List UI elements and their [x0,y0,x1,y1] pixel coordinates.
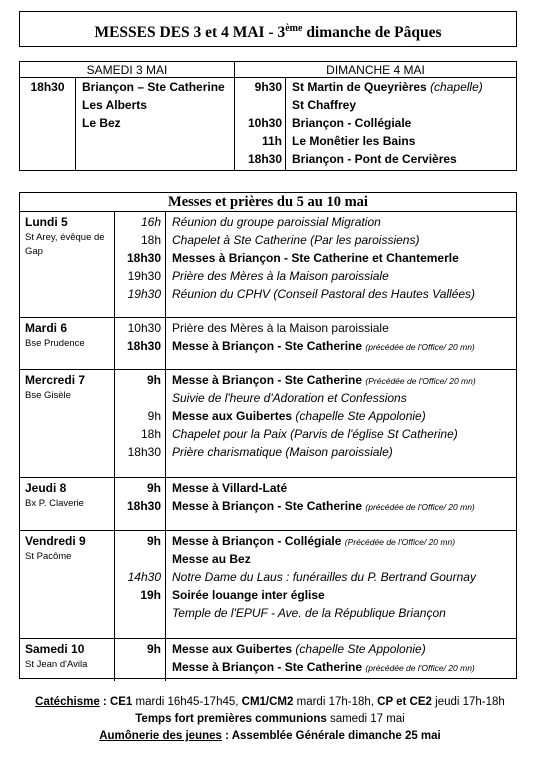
sun-place-row [292,78,516,96]
day-saint: St Jean d'Avila [25,659,88,670]
title-box [19,11,517,47]
event-row [172,319,516,337]
event-note: (Précédée de l'Office/ 20 mn) [365,376,476,386]
event-time: 18h [140,427,161,441]
sun-time: 10h30 [247,116,282,130]
day-name: Samedi 10 [25,642,85,656]
event-row [172,267,516,285]
event-text: Chapelet à Ste Catherine (Par les paroissiens) [172,233,420,247]
event-row [172,550,516,568]
event-text: Messe à Briançon - Ste Catherine [172,373,363,387]
time-column [115,639,166,681]
event-time: 9h [147,409,161,423]
sun-place: Briançon - Pont de Cervières [292,152,457,166]
event-text: Messe à Briançon - Ste Catherine [172,660,363,674]
event-time [115,604,161,622]
days-list [20,212,516,681]
event-text: Messe aux Guibertes [172,409,293,423]
event-time: 18h30 [126,251,161,265]
event-row [172,532,516,550]
day-label-cell [20,478,115,530]
event-note: (précédée de l'Office/ 20 mn) [365,663,475,673]
sun-places [292,78,516,168]
time-column [115,531,166,638]
day-label-cell [20,639,115,681]
event-time: 19h [140,588,161,602]
sat-place: Briançon – Ste Catherine [82,80,225,94]
day-block [20,318,516,370]
event-time: 14h30 [127,570,161,584]
footer [0,694,540,745]
event-row [172,389,516,407]
day-name: Jeudi 8 [25,481,67,495]
sat-place: Les Alberts [82,98,147,112]
event-row [172,497,516,515]
day-block [20,531,516,639]
event-time: 16h [140,215,161,229]
sat-place: Le Bez [82,116,121,130]
event-row [172,568,516,586]
day-saint: Bse Prudence [25,338,85,349]
sun-time [236,96,282,114]
event-time [115,658,161,676]
day-name: Lundi 5 [25,215,68,229]
event-note: (chapelle Ste Appolonie) [295,409,426,423]
day-block [20,212,516,318]
event-time [115,550,161,568]
event-row [172,249,516,267]
event-column [172,640,516,676]
event-row [172,479,516,497]
event-time: 19h30 [127,269,161,283]
event-row [172,640,516,658]
event-note: (Précédée de l'Office/ 20 mn) [344,537,456,547]
sat-places [82,78,232,132]
event-column [172,213,516,303]
event-text: Chapelet pour la Paix (Parvis de l'église St Catherine) [172,427,458,441]
event-text: Messes à Briançon - Ste Catherine et Chantemerle [172,251,459,265]
sun-place: St Martin de Queyrières [292,80,427,94]
day-label-cell [20,370,115,477]
day-name: Mardi 6 [25,321,68,335]
event-time: 9h [146,481,161,495]
sun-place: Briançon - Collégiale [292,116,412,130]
time-column [115,212,166,317]
event-text: Messe à Villard-Laté [172,481,288,495]
day-block [20,639,516,681]
event-time: 10h30 [127,321,161,335]
event-text: Prière des Mères à la Maison paroissiale [172,269,389,283]
event-row [172,337,516,355]
day-saint: St Arey, évêque de Gap [25,232,105,257]
event-time [115,389,161,407]
event-column [172,319,516,355]
event-row [172,407,516,425]
event-row [172,658,516,676]
event-text: Messe à Briançon - Collégiale [172,534,342,548]
event-time: 9h [146,373,161,387]
sun-place: Le Monêtier les Bains [292,134,416,148]
event-text: Messe à Briançon - Ste Catherine [172,339,363,353]
sun-time: 18h30 [247,152,282,166]
sun-time: 11h [261,134,282,148]
sat-time: 18h30 [20,78,76,170]
event-text: Réunion du CPHV (Conseil Pastoral des Hautes Vallées) [172,287,476,301]
sun-place: St Chaffrey [292,98,357,112]
event-text: Prière des Mères à la Maison paroissiale [172,321,389,335]
event-time: 18h [140,233,161,247]
event-text: Messe à Briançon - Ste Catherine [172,499,363,513]
event-note: (chapelle Ste Appolonie) [295,642,426,656]
event-time: 19h30 [127,287,161,301]
event-time: 18h30 [126,499,161,513]
sat-header: SAMEDI 3 MAI [20,62,235,78]
day-saint: St Pacôme [25,551,72,562]
day-block [20,370,516,478]
day-label-cell [20,318,115,369]
day-block [20,478,516,531]
day-label-cell [20,212,115,317]
event-text: Soirée louange inter église [172,588,325,602]
day-name: Vendredi 9 [25,534,86,548]
event-row [172,443,516,461]
event-text: Temple de l'EPUF - Ave. de la République Briançon [172,606,446,620]
event-text: Messe aux Guibertes [172,642,293,656]
event-row [172,586,516,604]
day-name: Mercredi 7 [25,373,86,387]
event-column [172,371,516,461]
sun-place-row [292,150,516,168]
event-time: 18h30 [127,445,161,459]
catechism-line: Catéchisme : CE1 mardi 16h45-17h45, CM1/CM2 mardi 17h-18h, CP et CE2 jeudi 17h-18h [35,696,505,708]
week-table [19,192,517,679]
event-column [172,479,516,515]
day-saint: Bx P. Claverie [25,498,84,509]
event-row [172,371,516,389]
event-text: Messe au Bez [172,552,251,566]
event-time: 18h30 [126,339,161,353]
event-time: 9h [146,642,161,656]
event-column [172,532,516,622]
time-column [115,318,166,369]
sun-place-note: (chapelle) [430,80,483,94]
event-note: (précédée de l'Office/ 20 mn) [365,342,475,352]
event-row [172,213,516,231]
event-text: Notre Dame du Laus : funérailles du P. Bertrand Gournay [172,570,476,584]
sun-place-row [292,132,516,150]
event-note: (précédée de l'Office/ 20 mn) [365,502,475,512]
communion-line: Temps fort premières communions samedi 17 mai [135,713,405,725]
sun-times [236,78,286,170]
event-text: Suivie de l'heure d'Adoration et Confessions [172,391,407,405]
sun-time: 9h30 [254,80,282,94]
event-time: 9h [146,534,161,548]
sun-place-row [292,96,516,114]
event-row [172,231,516,249]
event-text: Réunion du groupe paroissial Migration [172,215,381,229]
event-row [172,604,516,622]
page-title: MESSES DES 3 et 4 MAI - 3ème dimanche de Pâques [94,23,442,42]
day-label-cell [20,531,115,638]
sun-place-row [292,114,516,132]
sun-header: DIMANCHE 4 MAI [235,62,516,78]
weekend-table [19,61,517,171]
time-column [115,478,166,530]
event-text: Prière charismatique (Maison paroissiale) [172,445,393,459]
time-column [115,370,166,477]
event-row [172,285,516,303]
week-title: Messes et prières du 5 au 10 mai [20,193,516,212]
event-row [172,425,516,443]
day-saint: Bse Gisèle [25,390,71,401]
chaplaincy-line: Aumônerie des jeunes : Assemblée Générale dimanche 25 mai [99,730,441,742]
